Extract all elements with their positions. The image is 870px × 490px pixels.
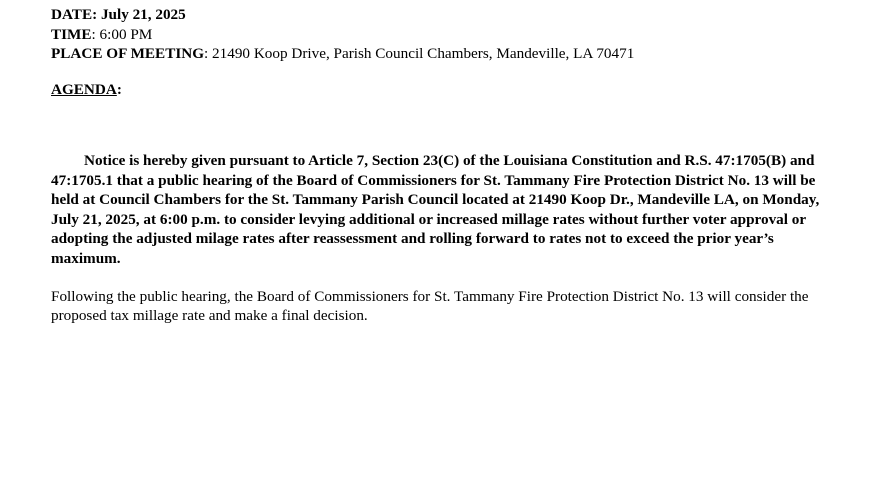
date-label: DATE bbox=[51, 6, 93, 23]
following-paragraph: Following the public hearing, the Board of Commissioners for St. Tammany Fire Protection District No. 13 will consider the proposed tax millage rate and make a final decision. bbox=[51, 288, 809, 324]
date-value: July 21, 2025 bbox=[100, 6, 186, 23]
agenda-colon: : bbox=[116, 81, 122, 98]
notice-paragraph: Notice is hereby given pursuant to Article 7, Section 23(C) of the Louisiana Constitution and R.S. 47:1705(B) and 47:1705.1 that a public hearing of the Board of Commissioners for St. Tammany Fire Protection District No. 13 will be held at Council Chambers for the St. Tammany Parish Council located at 21490 Koop Dr., Mandeville LA, on Monday, July 21, 2025, at 6:00 p.m. to consider levying additional or increased millage rates without further voter approval or adopting the adjusted milage rates after reassessment and rolling forward to rates not to exceed the prior year’s maximum. bbox=[51, 152, 820, 267]
agenda-label: AGENDA bbox=[51, 81, 117, 98]
time-value: 6:00 PM bbox=[99, 25, 153, 43]
place-label: PLACE OF MEETING bbox=[51, 45, 205, 62]
time-line: TIME: 6:00 PM bbox=[51, 25, 153, 43]
time-label: TIME bbox=[51, 25, 92, 43]
meeting-header bbox=[51, 5, 831, 64]
place-line: PLACE OF MEETING: 21490 Koop Drive, Parish Council Chambers, Mandeville, LA 70471 bbox=[51, 45, 635, 62]
date-line: DATE: July 21, 2025 bbox=[51, 6, 186, 23]
agenda-heading bbox=[51, 80, 122, 99]
place-value: 21490 Koop Drive, Parish Council Chambers, Mandeville, LA 70471 bbox=[212, 45, 635, 62]
